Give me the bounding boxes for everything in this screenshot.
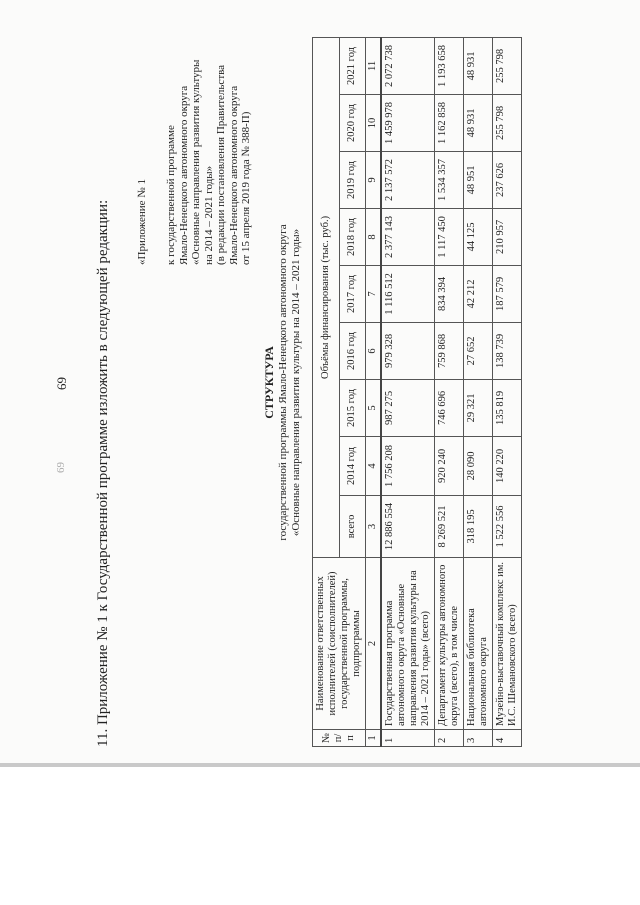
row-value: 255 798 (493, 37, 522, 94)
financing-table (312, 37, 522, 747)
row-value: 29 321 (464, 379, 493, 436)
row-value: 237 626 (493, 151, 522, 208)
column-number: 6 (366, 322, 382, 379)
page-number: 69 (54, 377, 69, 390)
annex-note-line: Ямало-Ненецкого автономного округа (177, 85, 190, 265)
column-number: 1 (366, 729, 382, 746)
row-value: 1 459 978 (381, 94, 435, 151)
annex-note (165, 60, 253, 265)
row-value: 1 756 208 (381, 436, 435, 495)
row-name: Государственная программа автономного округа «Основные направления развития культуры на 2014 – 2021 годы» (всего) (381, 557, 435, 729)
row-value: 2 072 738 (381, 37, 435, 94)
row-number: 3 (464, 729, 493, 746)
col-header-year: 2019 год (339, 151, 366, 208)
row-value: 1 117 450 (435, 208, 464, 265)
row-value: 140 220 (493, 436, 522, 495)
row-name: Департамент культуры автономного округа (всего), в том числе (435, 557, 464, 729)
row-value: 1 116 512 (381, 265, 435, 322)
row-value: 48 951 (464, 151, 493, 208)
row-value: 1 162 858 (435, 94, 464, 151)
row-total: 8 269 521 (435, 495, 464, 557)
row-value: 187 579 (493, 265, 522, 322)
annex-note-line: от 15 апреля 2019 года № 388-П) (240, 111, 252, 265)
col-header-no: № п/п (313, 729, 366, 746)
row-value: 2 377 143 (381, 208, 435, 265)
annex-note-line: на 2014 – 2021 годы» (202, 165, 215, 265)
structure-subtitle (277, 0, 302, 765)
row-value: 920 240 (435, 436, 464, 495)
row-value: 28 090 (464, 436, 493, 495)
column-number-row (366, 37, 382, 746)
row-value: 255 798 (493, 94, 522, 151)
col-header-year: 2021 год (339, 37, 366, 94)
structure-title: СТРУКТУРА (262, 346, 276, 419)
col-header-year: 2017 год (339, 265, 366, 322)
row-number: 1 (381, 729, 435, 746)
amendment-heading: 11. Приложение № 1 к Государственной программе изложить в следующей редакции: (95, 199, 111, 747)
annex-label: «Приложение № 1 (136, 178, 148, 265)
row-total: 318 195 (464, 495, 493, 557)
column-number: 8 (366, 208, 382, 265)
annex-note-line: к государственной программе (165, 125, 177, 265)
row-value: 1 534 357 (435, 151, 464, 208)
annex-note-line: «Основные направления развития культуры (190, 59, 202, 265)
table-row (381, 37, 435, 746)
annex-note-line: (в редакции постановления Правительства (215, 64, 227, 265)
column-number: 7 (366, 265, 382, 322)
page-number-faint: 69 (55, 462, 67, 473)
col-header-year: 2015 год (339, 379, 366, 436)
table-row (493, 37, 522, 746)
row-value: 48 931 (464, 94, 493, 151)
col-header-year: 2018 год (339, 208, 366, 265)
table-row (435, 37, 464, 746)
row-number: 2 (435, 729, 464, 746)
column-number: 9 (366, 151, 382, 208)
col-header-name: Наименование ответственных исполнителей (соисполнителей) государственной программы, подпрограммы (313, 557, 366, 729)
row-name: Музейно-выставочный комплекс им. И.С. Шемановского (всего) (493, 557, 522, 729)
row-total: 12 886 554 (381, 495, 435, 557)
annex-note-line: Ямало-Ненецкого автономного округа (227, 85, 240, 265)
col-header-year: 2016 год (339, 322, 366, 379)
row-value: 210 957 (493, 208, 522, 265)
row-value: 987 275 (381, 379, 435, 436)
col-header-year: 2014 год (339, 436, 366, 495)
row-value: 746 696 (435, 379, 464, 436)
row-value: 48 931 (464, 37, 493, 94)
row-value: 27 652 (464, 322, 493, 379)
row-value: 138 739 (493, 322, 522, 379)
row-total: 1 522 556 (493, 495, 522, 557)
row-value: 135 819 (493, 379, 522, 436)
row-value: 1 193 658 (435, 37, 464, 94)
column-number: 2 (366, 557, 382, 729)
row-number: 4 (493, 729, 522, 746)
row-value: 44 125 (464, 208, 493, 265)
row-value: 834 394 (435, 265, 464, 322)
col-header-total: всего (339, 495, 366, 557)
row-value: 759 868 (435, 322, 464, 379)
subtitle-line-1: государственной программы Ямало-Ненецкого автономного округа (277, 224, 289, 541)
column-number: 5 (366, 379, 382, 436)
subtitle-line-2: «Основные направления развития культуры на 2014 – 2021 годы» (289, 228, 302, 537)
column-number: 11 (366, 37, 382, 94)
row-value: 2 137 572 (381, 151, 435, 208)
row-value: 979 328 (381, 322, 435, 379)
col-header-volume: Объёмы финансирования (тыс. руб.) (313, 37, 340, 557)
column-number: 4 (366, 436, 382, 495)
col-header-year: 2020 год (339, 94, 366, 151)
row-name: Национальная библиотека автономного округа (464, 557, 493, 729)
table-row (464, 37, 493, 746)
row-value: 42 212 (464, 265, 493, 322)
column-number: 3 (366, 495, 382, 557)
column-number: 10 (366, 94, 382, 151)
